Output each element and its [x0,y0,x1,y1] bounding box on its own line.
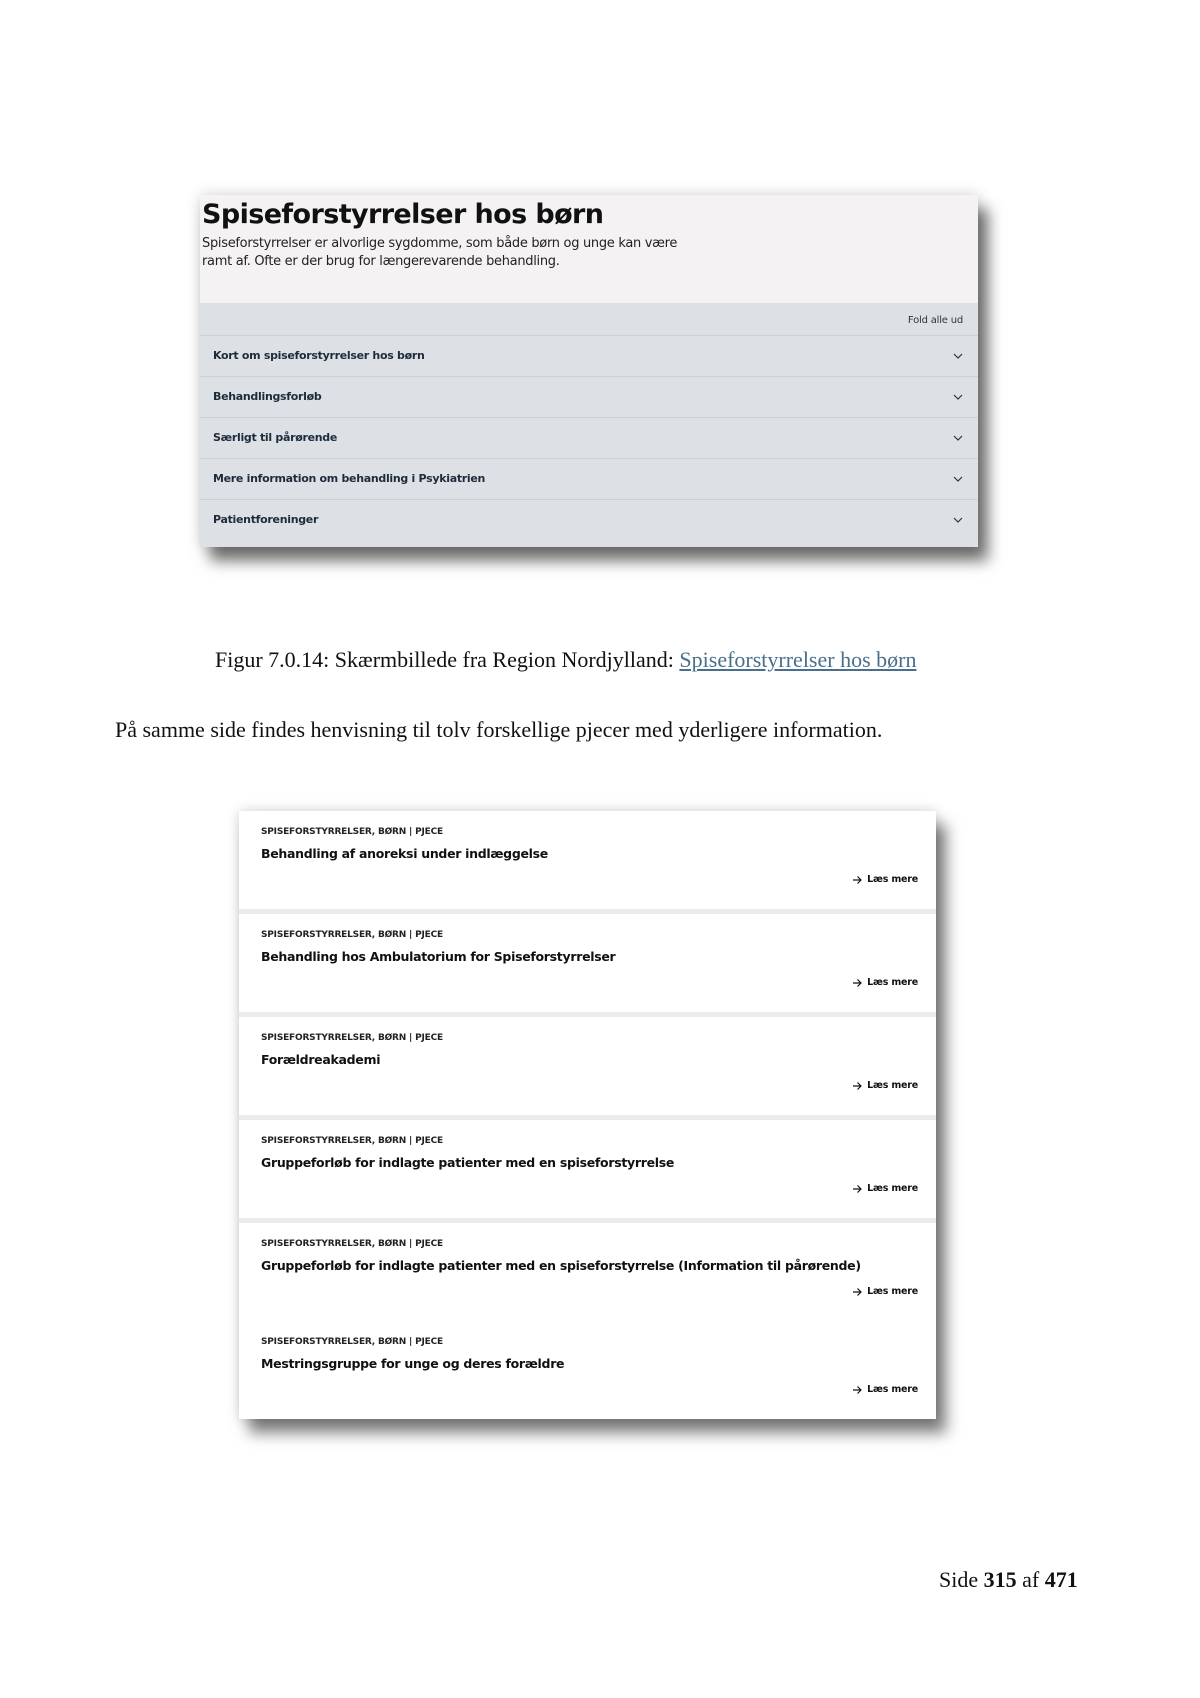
card-category: SPISEFORSTYRRELSER, BØRN | PJECE [261,1136,443,1146]
page-number [939,1567,1078,1593]
card-category: SPISEFORSTYRRELSER, BØRN | PJECE [261,827,443,837]
read-more-link[interactable] [852,874,918,885]
read-more-label: Læs mere [867,1286,918,1297]
read-more-link[interactable] [852,1384,918,1395]
page-of-label: af [1022,1567,1040,1592]
read-more-link[interactable] [852,1286,918,1297]
card-title: Behandling af anoreksi under indlæggelse [261,846,548,861]
card-title: Forældreakademi [261,1052,381,1067]
chevron-down-icon [952,350,964,362]
chevron-down-icon [952,514,964,526]
page-title: Spiseforstyrrelser hos børn [202,199,604,230]
read-more-link[interactable] [852,977,918,988]
arrow-right-icon [852,978,863,988]
page-intro [202,235,682,271]
pamphlet-card[interactable] [239,1321,936,1419]
page-current: 315 [983,1567,1017,1592]
read-more-label: Læs mere [867,874,918,885]
caption-text: Figur 7.0.14: Skærmbillede fra Region Nordjylland: [215,647,680,672]
figure-caption [215,647,916,673]
accordion-item[interactable] [200,377,978,418]
caption-link[interactable]: Spiseforstyrrelser hos børn [679,647,917,672]
read-more-label: Læs mere [867,977,918,988]
fold-row [200,303,978,336]
pamphlet-card[interactable] [239,811,936,909]
read-more-label: Læs mere [867,1384,918,1395]
pamphlet-card[interactable] [239,1120,936,1218]
accordion-item[interactable] [200,500,978,541]
pamphlet-card[interactable] [239,1223,936,1321]
card-title: Mestringsgruppe for unge og deres forældre [261,1356,565,1371]
chevron-down-icon [952,432,964,444]
card-title: Gruppeforløb for indlagte patienter med en spiseforstyrrelse (Information til pårørende) [261,1258,861,1273]
card-title: Behandling hos Ambulatorium for Spiseforstyrrelser [261,949,616,964]
accordion-item-label: Særligt til pårørende [213,431,338,444]
card-category: SPISEFORSTYRRELSER, BØRN | PJECE [261,1239,443,1249]
read-more-link[interactable] [852,1183,918,1194]
arrow-right-icon [852,875,863,885]
accordion-item[interactable] [200,336,978,377]
pamphlet-card[interactable] [239,914,936,1012]
read-more-label: Læs mere [867,1183,918,1194]
fold-all-button[interactable]: Fold alle ud [907,315,963,326]
accordion-item-label: Mere information om behandling i Psykiatrien [213,472,486,485]
arrow-right-icon [852,1184,863,1194]
accordion-item-label: Kort om spiseforstyrrelser hos børn [213,349,425,362]
card-title: Gruppeforløb for indlagte patienter med en spiseforstyrrelse [261,1155,675,1170]
arrow-right-icon [852,1385,863,1395]
card-category: SPISEFORSTYRRELSER, BØRN | PJECE [261,1337,443,1347]
card-category: SPISEFORSTYRRELSER, BØRN | PJECE [261,1033,443,1043]
read-more-link[interactable] [852,1080,918,1091]
screenshot-pamphlet-list [239,811,936,1419]
read-more-label: Læs mere [867,1080,918,1091]
page-side-label: Side [939,1567,979,1592]
page-header [200,195,978,303]
chevron-down-icon [952,473,964,485]
arrow-right-icon [852,1081,863,1091]
page-total: 471 [1044,1567,1078,1592]
intro-line-1: Spiseforstyrrelser er alvorlige sygdomme, som både børn og unge kan være [202,236,678,251]
card-category: SPISEFORSTYRRELSER, BØRN | PJECE [261,930,443,940]
screenshot-region-nordjylland [200,195,978,547]
accordion-item-label: Behandlingsforløb [213,390,322,403]
accordion-item[interactable] [200,418,978,459]
pamphlet-card[interactable] [239,1017,936,1115]
intro-line-2: ramt af. Ofte er der brug for længerevarende behandling. [202,254,560,269]
accordion-item-label: Patientforeninger [213,513,319,526]
accordion [200,336,978,541]
body-paragraph: På samme side findes henvisning til tolv forskellige pjecer med yderligere information. [115,717,883,742]
chevron-down-icon [952,391,964,403]
accordion-item[interactable] [200,459,978,500]
arrow-right-icon [852,1287,863,1297]
